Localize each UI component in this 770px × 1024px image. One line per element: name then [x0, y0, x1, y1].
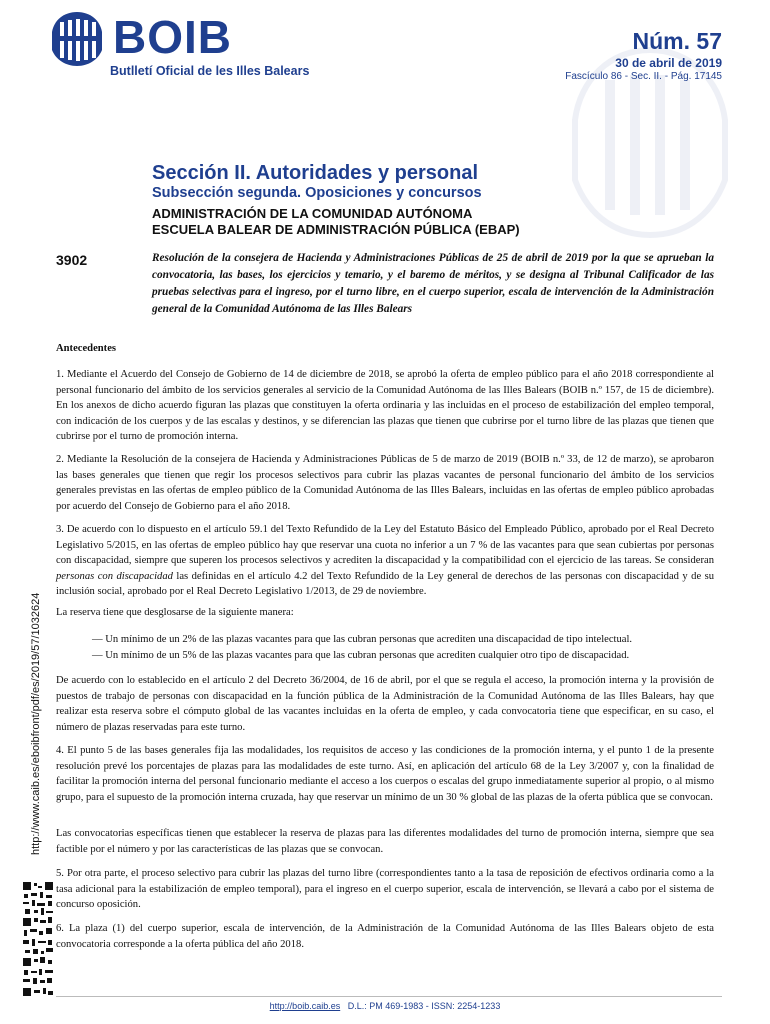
watermark-icon: [550, 40, 750, 240]
subsection-title: Subsección segunda. Oposiciones y concursos: [152, 185, 482, 201]
paragraph-3: [56, 522, 714, 600]
paragraph-1: 1. Mediante el Acuerdo del Consejo de Gobierno de 14 de diciembre de 2018, se aprobó la oferta de empleo público para el año 2018 correspondiente al personal funcionario del ámbito de los servicios generales al servicio de la Comunidad Autónoma de las Illes Balears (BOIB n.º 157, de 15 de diciembre). En los anexos de dicho acuerdo figuran las plazas que constituyen la oferta ordinaria y las incluidas en el proceso de estabilización del empleo temporal, con indicación de los cuerpos y de las escalas y destinos, y se diferencian las plazas que tienen que cubrirse por el turno libre de las plazas que tienen que cubrirse por el turno de promoción interna.: [56, 369, 714, 442]
footer-divider: [56, 996, 722, 997]
paragraph-7: Las convocatorias específicas tienen que establecer la reserva de plazas para las diferentes modalidades del turno de promoción interna, siempre que sea factible por el número y por las características de las plazas que se convocan.: [56, 828, 714, 855]
antecedentes-heading: Antecedentes: [56, 343, 117, 354]
administration-line-2: ESCUELA BALEAR DE ADMINISTRACIÓN PÚBLICA (EBAP): [152, 222, 520, 237]
paragraph-6: 4. El punto 5 de las bases generales fija las modalidades, los requisitos de acceso y las condiciones de la promoción interna, y el punto 1 de la presente resolución prevé los porcentajes de plazas para las modalidades de este turno. Así, en aplicación del artículo 68 de la Ley 3/2007 y, con la finalidad de facilitar la promoción interna del personal funcionario mediante el acceso a los cuerpos o escalas del grupo inmediatamente superior al propio, o al mismo grupo, para el supuesto de la promoción interna cruzada, hay que reservar un mínimo de un 30 % global de las plazas de la oferta pública que se convocan.: [56, 745, 714, 803]
list-item-2: — Un mínimo de un 5% de las plazas vacantes para que las cubran personas que acrediten cualquier otro tipo de discapacidad.: [92, 650, 630, 661]
boib-logo-icon: [46, 10, 108, 68]
issue-number: Núm. 57: [632, 28, 722, 54]
qr-code-icon: [22, 880, 54, 1000]
section-title: Sección II. Autoridades y personal: [152, 162, 479, 184]
footer-link[interactable]: http://boib.caib.es: [269, 1001, 341, 1011]
brand-title: BOIB: [113, 11, 232, 63]
paragraph-3-part-b: las definidas en el artículo 4.2 del Texto Refundido de la Ley general de derechos de las personas con discapacidad y de su inclusión social, aprobado por el Real Decreto Legislativo 1/2013, de 29 de noviembre.: [56, 570, 715, 597]
issue-date: 30 de abril de 2019: [615, 56, 722, 70]
document-number: 3902: [56, 252, 88, 268]
paragraph-4: La reserva tiene que desglosarse de la siguiente manera:: [56, 607, 294, 618]
paragraph-2: 2. Mediante la Resolución de la consejera de Hacienda y Administraciones Públicas de 5 de marzo de 2019 (BOIB n.º 33, de 12 de marzo), se aprobaron las bases generales que tienen que regir los procesos selectivos para cubrir las plazas vacantes de personal funcionario del ámbito de los servicios generales previstas en las ofertas de empleo público de la Comunidad Autónoma de las Illes Balears, incluidas en las ofertas de empleo público aprobadas por acuerdo del Consejo de Gobierno para el año 2018.: [56, 454, 714, 512]
paragraph-5: De acuerdo con lo establecido en el artículo 2 del Decreto 36/2004, de 16 de abril, por el que se regula el acceso, la promoción interna y la provisión de puestos de trabajo de personas con discapacidad en la función pública de la Administración de la Comunidad Autónoma de las Illes Balears, hay que realizar esta reserva sobre el cómputo global de las vacantes incluidas en la oferta de empleo, y cada convocatoria tiene que especificar, en su caso, el número de plazas reservadas para este turno.: [56, 675, 714, 733]
fascicle-info: Fascículo 86 - Sec. II. - Pág. 17145: [565, 71, 722, 82]
brand-subtitle: Butlletí Oficial de les Illes Balears: [110, 64, 310, 78]
paragraph-9: 6. La plaza (1) del cuerpo superior, escala de intervención, de la Administración de la Comunidad Autónoma de las Illes Balears objeto de esta convocatoria corresponde a la oferta pública del año 2018.: [56, 923, 714, 950]
document-title: Resolución de la consejera de Hacienda y Administraciones Públicas de 25 de abril de 2019 por la que se aprueban la convocatoria, las bases, los ejercicios y temario, y el baremo de méritos, y se designa al Tribunal Calificador de las pruebas selectivas para el ingreso, por el turno libre, en el cuerpo superior, escala de intervención de la Administración general de la Comunidad Autónoma de las Illes Balears: [152, 252, 714, 315]
administration-line-1: ADMINISTRACIÓN DE LA COMUNIDAD AUTÓNOMA: [152, 206, 473, 221]
footer: [0, 1001, 770, 1011]
footer-legal: D.L.: PM 469-1983 - ISSN: 2254-1233: [347, 1001, 501, 1011]
side-url-link[interactable]: http://www.caib.es/eboibfront/pdf/es/2019/57/1032624: [30, 592, 42, 855]
paragraph-3-italic: personas con discapacidad: [56, 570, 173, 582]
paragraph-3-part-a: 3. De acuerdo con lo dispuesto en el artículo 59.1 del Texto Refundido de la Ley del Estatuto Básico del Empleado Público, aprobado por el Real Decreto Legislativo 5/2015, en las ofertas de empleo público hay que reservar una cuota no inferior a un 7 % de las vacantes para que sean cubiertas por personas con discapacidad, siempre que superen los procesos selectivos y acrediten la discapacidad y la compatibilidad con el ejercicio de las tareas. Se consideran: [56, 524, 714, 566]
paragraph-8: 5. Por otra parte, el proceso selectivo para cubrir las plazas del turno libre (correspondientes tanto a la tasa de reposición de efectivos ordinaria como a la tasa adicional para la estabilización de empleo temporal), para el ingreso en el cuerpo superior, escala de intervención, se llevará a cabo por el sistema de concurso oposición.: [56, 868, 714, 910]
list-item-1: — Un mínimo de un 2% de las plazas vacantes para que las cubran personas que acrediten una discapacidad de tipo intelectual.: [92, 634, 633, 645]
